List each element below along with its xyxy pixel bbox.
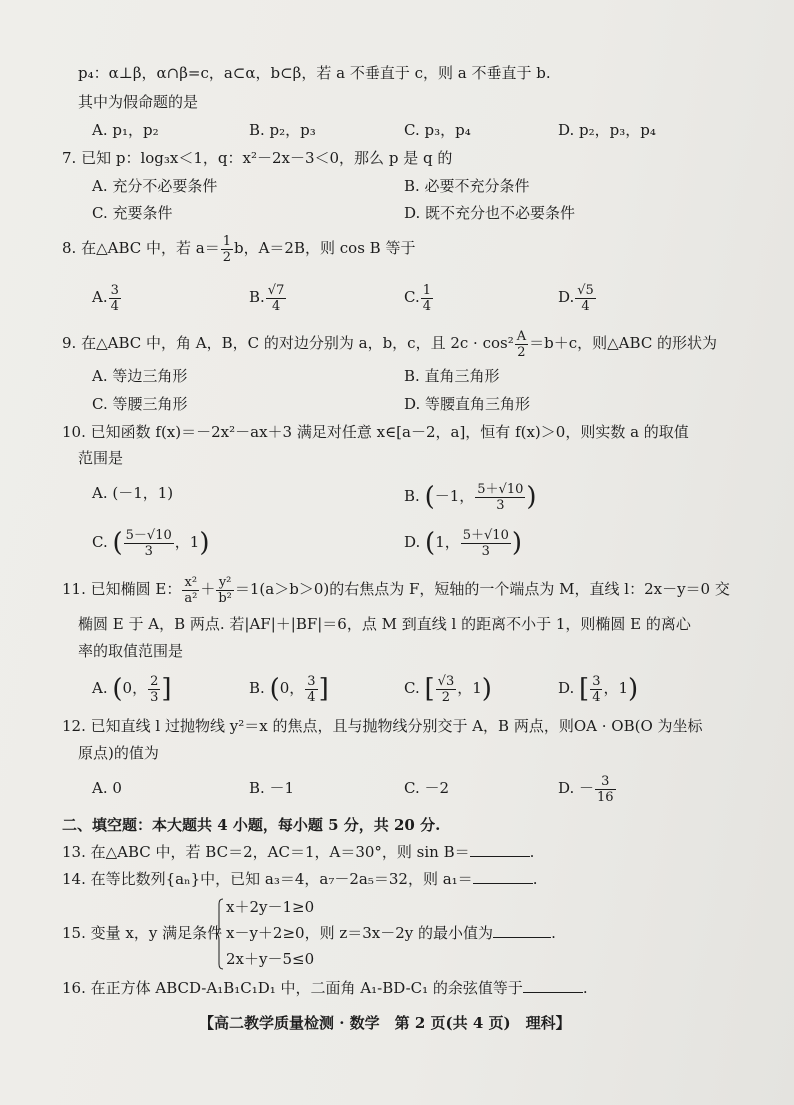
q9-option-c: C. 等腰三角形 bbox=[92, 395, 188, 413]
q10-option-a: A. (－1，1) bbox=[92, 484, 174, 502]
q12-stem: 12. 已知直线 l 过抛物线 y²＝x 的焦点，且与抛物线分别交于 A，B 两点，则OA · OB(O 为坐标 bbox=[62, 717, 703, 735]
q11-option-b: B. (0， $\frac{3}{4}$ ] bbox=[249, 673, 329, 705]
q10-option-c: C. ( $\frac{5-√10}{3}$ ，1) bbox=[92, 527, 210, 559]
q15-constraint-3: 2x＋y－5≤0 bbox=[226, 950, 315, 968]
q13: 13. 在△ABC 中，若 BC＝2，AC＝1，A＝30°，则 sin B＝ . bbox=[62, 843, 535, 861]
q8-option-c: C. $\frac{1}{4}$ bbox=[404, 282, 431, 314]
q15-stem: 15. 变量 x，y 满足条件 bbox=[62, 924, 223, 942]
q8-option-b: B. $\frac{√7}{4}$ bbox=[249, 282, 285, 314]
q12-stem-cont: 原点)的值为 bbox=[78, 744, 159, 762]
q11-option-a: A. (0， $\frac{2}{3}$ ] bbox=[92, 673, 172, 705]
q14-answer-blank[interactable] bbox=[473, 883, 533, 884]
system-brace-icon bbox=[216, 898, 224, 970]
q12-option-c: C. －2 bbox=[404, 779, 450, 797]
q9-option-a: A. 等边三角形 bbox=[92, 367, 188, 385]
q15-constraint-1: x＋2y－1≥0 bbox=[226, 898, 315, 916]
page-footer: 【高二教学质量检测 · 数学 第 2 页(共 4 页) 理科】 bbox=[199, 1014, 571, 1032]
q12-option-a: A. 0 bbox=[92, 779, 122, 797]
q15-constraint-2: x－y＋2≥0，则 z＝3x－2y 的最小值为 . bbox=[226, 924, 556, 942]
q7-option-c: C. 充要条件 bbox=[92, 204, 173, 222]
q14: 14. 在等比数列{aₙ}中，已知 a₃＝4，a₇－2a₅＝32，则 a₁＝ . bbox=[62, 870, 538, 888]
q12-option-b: B. －1 bbox=[249, 779, 295, 797]
q16: 16. 在正方体 ABCD-A₁B₁C₁D₁ 中，二面角 A₁-BD-C₁ 的余弦值等于 . bbox=[62, 979, 588, 997]
q11-stem: 11. 已知椭圆 E： $\frac{\text{x²}}{\text{a²}}$ ＋ $\frac{\text{y²}}{\text{b²}}$ ＝1(a＞b＞0)的右焦点为 F，短轴的一个端点为 M，直线 l：2x－y＝0 交 bbox=[62, 574, 730, 606]
q10-stem-cont: 范围是 bbox=[78, 449, 124, 467]
q12-option-d: D. － $\frac{3}{16}$ bbox=[558, 773, 614, 805]
q7-option-b: B. 必要不充分条件 bbox=[404, 177, 530, 195]
q13-answer-blank[interactable] bbox=[470, 856, 530, 857]
false-proposition-prompt: 其中为假命题的是 bbox=[78, 93, 199, 111]
q16-answer-blank[interactable] bbox=[523, 992, 583, 993]
q11-option-d: D. [ $\frac{3}{4}$ ，1) bbox=[558, 673, 639, 705]
q11-stem-cont: 椭圆 E 于 A，B 两点. 若|AF|＋|BF|＝6，点 M 到直线 l 的距离不小于 1，则椭圆 E 的离心 bbox=[78, 615, 691, 633]
half-fraction: $\frac{1}{2}$ bbox=[222, 233, 231, 265]
p4-statement: p₄：α⊥β，α∩β=c，a⊂α，b⊂β，若 a 不垂直于 c，则 a 不垂直于 b. bbox=[78, 64, 551, 82]
q15-answer-blank[interactable] bbox=[493, 937, 551, 938]
section-fill-in-title: 二、填空题：本大题共 4 小题，每小题 5 分，共 20 分. bbox=[62, 816, 441, 834]
q6-option-a: A. p₁，p₂ bbox=[92, 121, 159, 139]
q9-option-b: B. 直角三角形 bbox=[404, 367, 500, 385]
q9-option-d: D. 等腰直角三角形 bbox=[404, 395, 531, 413]
q7-stem: 7. 已知 p：log₃x＜1，q：x²－2x－3＜0，那么 p 是 q 的 bbox=[62, 149, 453, 167]
q6-option-c: C. p₃，p₄ bbox=[404, 121, 471, 139]
q6-option-b: B. p₂，p₃ bbox=[249, 121, 316, 139]
q7-option-d: D. 既不充分也不必要条件 bbox=[404, 204, 576, 222]
q11-option-c: C. [ $\frac{√3}{2}$ ，1) bbox=[404, 673, 492, 705]
q8-option-d: D. $\frac{√5}{4}$ bbox=[558, 282, 594, 314]
q9-stem: 9. 在△ABC 中，角 A，B，C 的对边分别为 a，b，c，且 2c · cos² $\frac{A}{2}$ ＝b＋c，则△ABC 的形状为 bbox=[62, 328, 718, 360]
q10-option-d: D. (1， $\frac{5+√10}{3}$ ) bbox=[404, 527, 523, 559]
q7-option-a: A. 充分不必要条件 bbox=[92, 177, 218, 195]
q8-stem: 8. 在△ABC 中，若 a＝ $\frac{1}{2}$ b，A＝2B，则 cos B 等于 bbox=[62, 233, 416, 265]
q10-option-b: B. (－1， $\frac{5+√10}{3}$ ) bbox=[404, 481, 537, 513]
q10-stem: 10. 已知函数 f(x)＝－2x²－ax＋3 满足对任意 x∈[a－2，a]，恒有 f(x)＞0，则实数 a 的取值 bbox=[62, 423, 689, 441]
q11-stem-cont2: 率的取值范围是 bbox=[78, 642, 184, 660]
q8-option-a: A. $\frac{3}{4}$ bbox=[92, 282, 119, 314]
q6-option-d: D. p₂，p₃，p₄ bbox=[558, 121, 656, 139]
